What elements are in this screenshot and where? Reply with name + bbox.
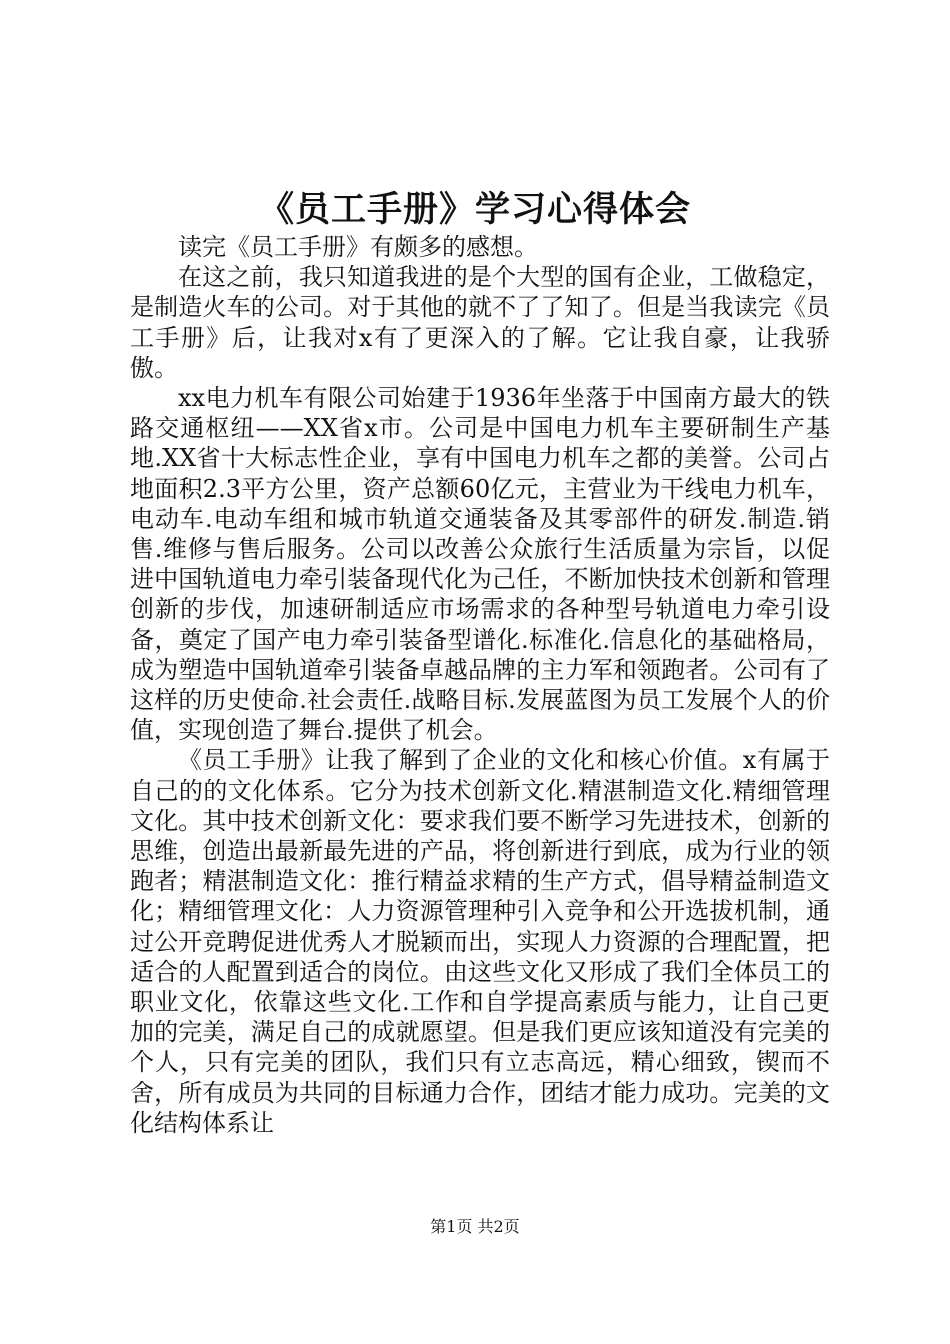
paragraph-4: 《员工手册》让我了解到了企业的文化和核心价值。x有属于自己的的文化体系。它分为技术创新文化.精湛制造文化.精细管理文化。其中技术创新文化：要求我们要不断学习先进技术，创新的思维，创造出最新最先进的产品，将创新进行到底，成为行业的领跑者；精湛制造文化：推行精益求精的生产方式，倡导精益制造文化；精细管理文化：人力资源管理种引入竞争和公开选拔机制，通过公开竞聘促进优秀人才脱颖而出，实现人力资源的合理配置，把适合的人配置到适合的岗位。由这些文化又形成了我们全体员工的职业文化，依靠这些文化.工作和自学提高素质与能力，让自己更加的完美，满足自己的成就愿望。但是我们更应该知道没有完美的个人，只有完美的团队，我们只有立志高远，精心细致，锲而不舍，所有成员为共同的目标通力合作，团结才能力成功。完美的文化结构体系让	[130, 746, 830, 1137]
paragraph-3: xx电力机车有限公司始建于1936年坐落于中国南方最大的铁路交通枢纽——XX省x市。公司是中国电力机车主要研制生产基地.XX省十大标志性企业，享有中国电力机车之都的美誉。公司占地面积2.3平方公里，资产总额60亿元，主营业为干线电力机车，电动车.电动车组和城市轨道交通装备及其零部件的研发.制造.销售.维修与售后服务。公司以改善公众旅行生活质量为宗旨，以促进中国轨道电力牵引装备现代化为己任，不断加快技术创新和管理创新的步伐，加速研制适应市场需求的各种型号轨道电力牵引设备，奠定了国产电力牵引装备型谱化.标准化.信息化的基础格局，成为塑造中国轨道牵引装备卓越品牌的主力军和领跑者。公司有了这样的历史使命.社会责任.战略目标.发展蓝图为员工发展个人的价值，实现创造了舞台.提供了机会。	[130, 384, 830, 745]
page-number-footer: 第1页 共2页	[430, 1217, 520, 1236]
paragraph-2: 在这之前，我只知道我进的是个大型的国有企业，工做稳定，是制造火车的公司。对于其他的就不了了知了。但是当我读完《员工手册》后，让我对x有了更深入的了解。它让我自豪，让我骄傲。	[130, 263, 830, 382]
document-title: 《员工手册》学习心得体会	[258, 189, 691, 230]
document-body	[130, 232, 830, 1138]
paragraph-1: 读完《员工手册》有颇多的感想。	[178, 233, 538, 261]
